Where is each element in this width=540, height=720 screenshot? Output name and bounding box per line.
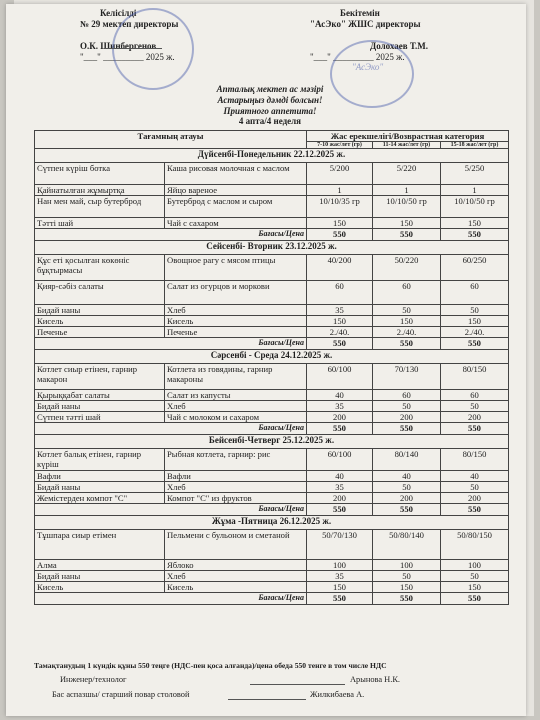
dish-name-kz: Бидай наны [35,482,165,493]
col-category-header: Жас ерекшелігі/Возврастная категория [307,131,509,142]
dish-name-ru: Пельмени с бульоном и сметаной [165,530,307,560]
portion-value: 1 [441,185,509,196]
dish-row [35,218,509,229]
right-org: "АсЭко" ЖШС директоры [310,19,421,30]
age-group-header: 7-10 жас/лет (гр) [307,142,373,149]
portion-value: 60 [373,281,441,305]
dish-name-kz: Бидай наны [35,571,165,582]
dish-name-ru: Салат из капусты [165,390,307,401]
dish-row [35,390,509,401]
portion-value: 40 [373,471,441,482]
portion-value: 150 [307,316,373,327]
price-value: 550 [307,338,373,350]
portion-value: 5/250 [441,163,509,185]
portion-value: 60/250 [441,255,509,281]
right-date: "___" _________ 2025 ж. [310,51,405,62]
portion-value: 100 [373,560,441,571]
footer-cook-name: Жилкибаева А. [310,690,365,699]
dish-name-kz: Қайнатылған жұмыртқа [35,185,165,196]
portion-value: 5/200 [307,163,373,185]
dish-name-kz: Қырыққабат салаты [35,390,165,401]
portion-value: 60 [441,390,509,401]
portion-value: 50 [441,571,509,582]
dish-name-ru: Хлеб [165,482,307,493]
portion-value: 5/220 [373,163,441,185]
dish-name-kz: Нан мен май, сыр бутерброд [35,196,165,218]
dish-name-kz: Тұшпара сиыр етімен [35,530,165,560]
age-group-header: 11-14 жас/лет (гр) [373,142,441,149]
dish-name-kz: Вафли [35,471,165,482]
dish-name-ru: Овощное рагу с мясом птицы [165,255,307,281]
price-row [35,338,509,350]
right-stamp-text: "АсЭко" [352,62,384,72]
portion-value: 10/10/50 гр [441,196,509,218]
portion-value: 2./40. [373,327,441,338]
dish-row [35,163,509,185]
menu-title [160,84,380,127]
left-signature-line [104,48,162,49]
left-director: О.К. Шинбергенов [80,40,157,51]
dish-name-ru: Кисель [165,316,307,327]
portion-value: 150 [373,582,441,593]
portion-value: 150 [373,316,441,327]
price-value: 550 [373,423,441,435]
portion-value: 200 [373,412,441,423]
dish-name-kz: Котлет сиыр етінен, гарнир макарон [35,364,165,390]
day-title: Бейсенбі-Четверг 25.12.2025 ж. [35,435,509,449]
dish-row [35,493,509,504]
dish-row [35,196,509,218]
portion-value: 35 [307,305,373,316]
portion-value: 10/10/35 гр [307,196,373,218]
price-value: 550 [441,229,509,241]
title-week: 4 апта/4 неделя [238,116,302,127]
portion-value: 150 [373,218,441,229]
portion-value: 35 [307,401,373,412]
dish-row [35,401,509,412]
tech-signature-line [250,684,345,685]
portion-value: 2./40. [441,327,509,338]
dish-name-ru: Яблоко [165,560,307,571]
day-header-row [35,241,509,255]
dish-name-kz: Бидай наны [35,305,165,316]
portion-value: 50/70/130 [307,530,373,560]
dish-name-ru: Котлета из говядины, гарнир макароны [165,364,307,390]
portion-value: 150 [307,582,373,593]
left-approved: Келісілді [100,8,137,18]
footer-cook-role: Бас аспазшы/ старший повар столовой [52,690,190,699]
portion-value: 40 [307,390,373,401]
portion-value: 50 [373,571,441,582]
dish-name-ru: Хлеб [165,571,307,582]
portion-value: 40 [307,471,373,482]
footer-note: Тамақтанудың 1 күндік құны 550 теңге (НДС-пен қоса алғанда)/цена обеда 550 тенге в том числе НДС [34,661,387,670]
price-value: 550 [441,504,509,516]
price-value: 550 [307,229,373,241]
portion-value: 150 [441,218,509,229]
price-label: Бағасы/Цена [35,229,307,241]
portion-value: 50 [441,482,509,493]
portion-value: 150 [441,582,509,593]
price-value: 550 [441,338,509,350]
dish-name-kz: Котлет балық етінен, гарнир күріш [35,449,165,471]
dish-name-kz: Алма [35,560,165,571]
dish-name-ru: Салат из огурцов и моркови [165,281,307,305]
day-title: Дүйсенбі-Понедельник 22.12.2025 ж. [35,149,509,163]
price-value: 550 [307,504,373,516]
price-label: Бағасы/Цена [35,423,307,435]
left-date: "___" _________ 2025 ж. [80,51,175,62]
portion-value: 80/150 [441,449,509,471]
dish-name-ru: Яйцо вареное [165,185,307,196]
portion-value: 150 [307,218,373,229]
title-line1: Апталық мектеп ас мәзірі [216,84,324,94]
right-director: Долохаев Т.М. [370,40,428,51]
portion-value: 1 [373,185,441,196]
age-group-header: 15-18 жас/лет (гр) [441,142,509,149]
price-row [35,593,509,605]
dish-row [35,530,509,560]
dish-name-ru: Чай с молоком и сахаром [165,412,307,423]
dish-name-ru: Рыбная котлета, гарнир: рис [165,449,307,471]
left-stamp [112,8,194,90]
day-title: Сейсенбі- Вторник 23.12.2025 ж. [35,241,509,255]
dish-row [35,327,509,338]
portion-value: 60 [307,281,373,305]
portion-value: 50 [441,401,509,412]
dish-row [35,482,509,493]
dish-row [35,316,509,327]
price-value: 550 [307,593,373,605]
menu-table [34,130,509,605]
dish-row [35,185,509,196]
cook-signature-line [228,699,306,700]
portion-value: 60 [441,281,509,305]
dish-name-kz: Сүтпен тәтті шай [35,412,165,423]
portion-value: 200 [373,493,441,504]
price-value: 550 [373,229,441,241]
portion-value: 200 [307,412,373,423]
dish-row [35,364,509,390]
dish-name-kz: Кисель [35,316,165,327]
dish-name-ru: Хлеб [165,401,307,412]
price-value: 550 [373,593,441,605]
day-header-row [35,149,509,163]
dish-name-kz: Бидай наны [35,401,165,412]
portion-value: 150 [441,316,509,327]
portion-value: 35 [307,482,373,493]
portion-value: 60/100 [307,449,373,471]
day-title: Сәрсенбі - Среда 24.12.2025 ж. [35,350,509,364]
price-label: Бағасы/Цена [35,338,307,350]
menu-body [35,149,509,605]
portion-value: 50 [441,305,509,316]
price-row [35,423,509,435]
portion-value: 50/80/150 [441,530,509,560]
portion-value: 50 [373,482,441,493]
portion-value: 50 [373,305,441,316]
day-title: Жұма -Пятница 26.12.2025 ж. [35,516,509,530]
price-value: 550 [373,338,441,350]
dish-row [35,255,509,281]
portion-value: 40/200 [307,255,373,281]
price-label: Бағасы/Цена [35,504,307,516]
title-line2: Астарыңыз дәмді болсын! [217,94,323,105]
price-label: Бағасы/Цена [35,593,307,605]
day-header-row [35,516,509,530]
portion-value: 100 [307,560,373,571]
portion-value: 70/130 [373,364,441,390]
portion-value: 50/80/140 [373,530,441,560]
price-value: 550 [373,504,441,516]
portion-value: 80/150 [441,364,509,390]
portion-value: 40 [441,471,509,482]
dish-name-ru: Каша рисовая молочная с маслом [165,163,307,185]
portion-value: 50/220 [373,255,441,281]
dish-name-ru: Хлеб [165,305,307,316]
dish-row [35,571,509,582]
dish-name-kz: Тәтті шай [35,218,165,229]
portion-value: 200 [441,493,509,504]
dish-name-kz: Қияр-сәбіз салаты [35,281,165,305]
dish-name-kz: Сүтпен күріш ботка [35,163,165,185]
dish-row [35,412,509,423]
dish-row [35,449,509,471]
portion-value: 35 [307,571,373,582]
col-name-header: Тағамның атауы [35,131,307,149]
dish-name-ru: Бутерброд с маслом и сыром [165,196,307,218]
dish-name-ru: Печенье [165,327,307,338]
dish-row [35,560,509,571]
portion-value: 200 [441,412,509,423]
portion-value: 60/100 [307,364,373,390]
portion-value: 1 [307,185,373,196]
dish-name-ru: Вафли [165,471,307,482]
dish-row [35,471,509,482]
portion-value: 50 [373,401,441,412]
right-approved: Бекітемін [340,8,380,18]
portion-value: 60 [373,390,441,401]
title-line3: Приятного аппетита! [223,105,317,116]
dish-name-kz: Печенье [35,327,165,338]
price-value: 550 [307,423,373,435]
price-value: 550 [441,423,509,435]
day-header-row [35,435,509,449]
dish-name-ru: Кисель [165,582,307,593]
dish-row [35,582,509,593]
dish-name-kz: Құс еті қосылған көкөніс бұқтырмасы [35,255,165,281]
portion-value: 2./40. [307,327,373,338]
portion-value: 80/140 [373,449,441,471]
footer-tech-name: Арынова Н.К. [350,675,401,684]
dish-name-ru: Чай с сахаром [165,218,307,229]
dish-row [35,305,509,316]
portion-value: 200 [307,493,373,504]
dish-name-kz: Кисель [35,582,165,593]
price-row [35,504,509,516]
price-row [35,229,509,241]
price-value: 550 [441,593,509,605]
dish-row [35,281,509,305]
left-school: № 29 мектеп директоры [80,19,179,30]
portion-value: 10/10/50 гр [373,196,441,218]
dish-name-kz: Жемістерден компот "С" [35,493,165,504]
day-header-row [35,350,509,364]
portion-value: 100 [441,560,509,571]
footer-tech-role: Инженер/технолог [60,675,127,684]
dish-name-ru: Компот "С" из фруктов [165,493,307,504]
